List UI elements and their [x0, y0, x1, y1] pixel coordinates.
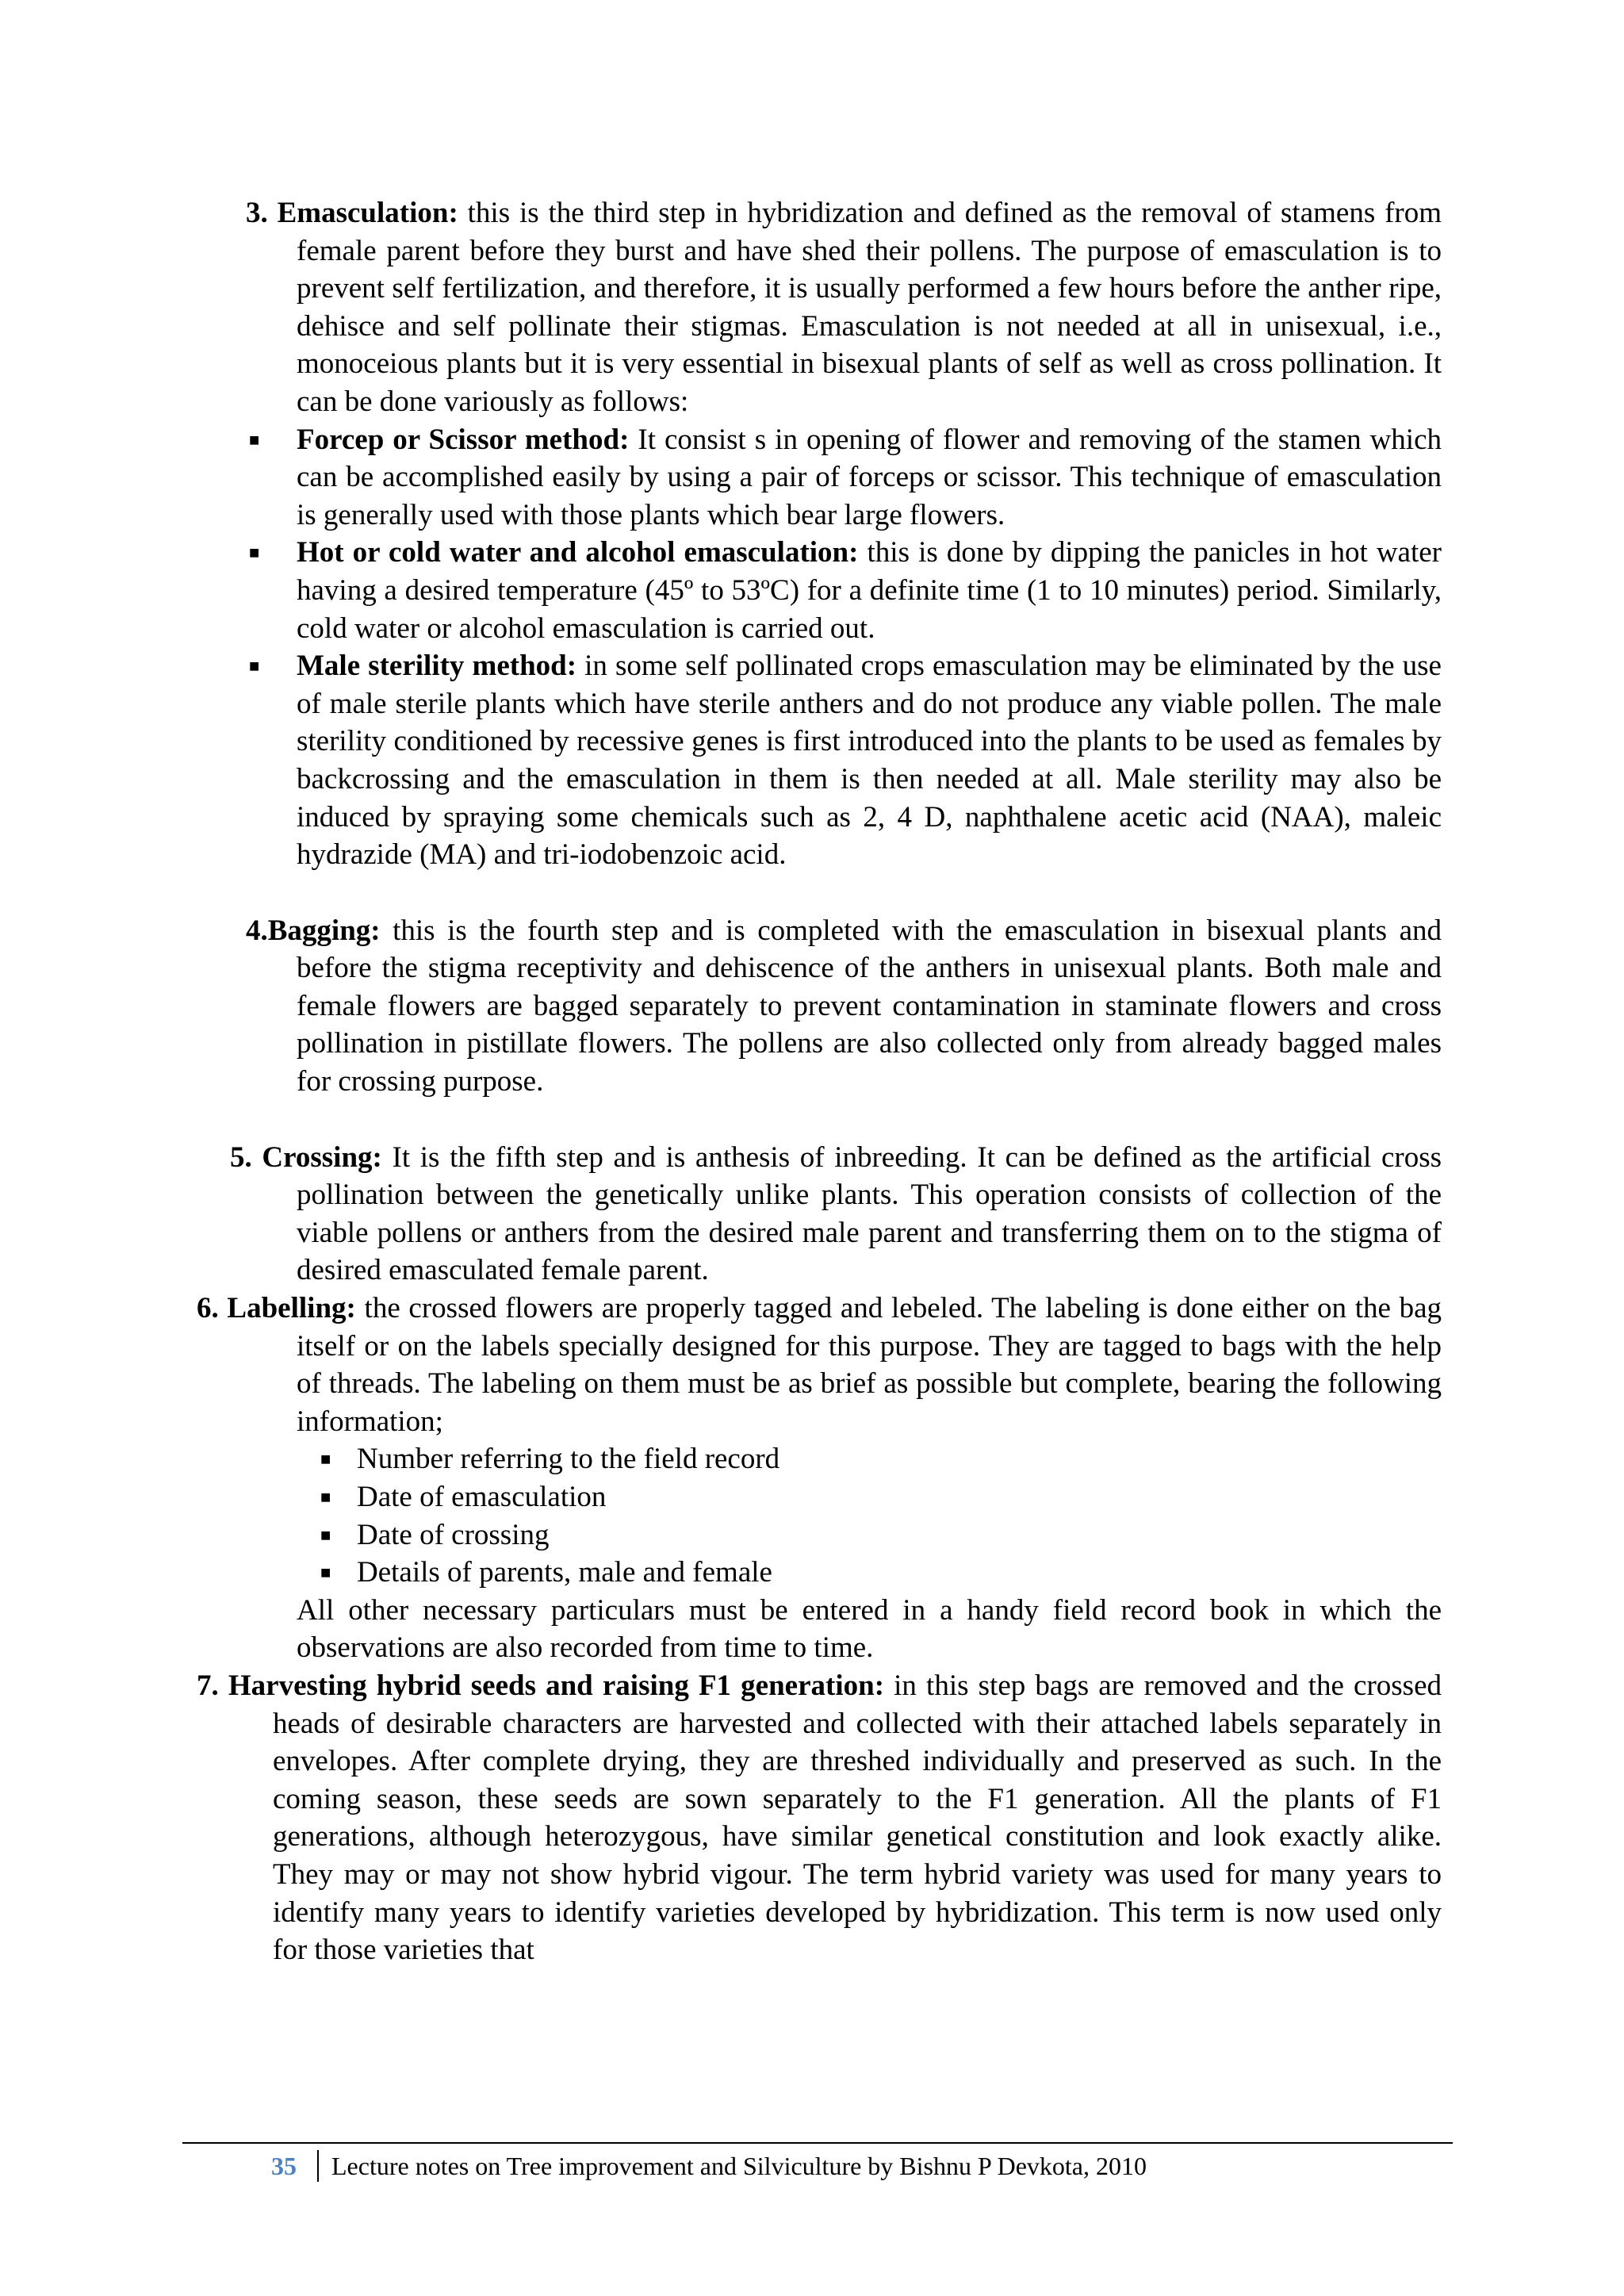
section-heading: 4.Bagging: — [246, 914, 381, 947]
section-bagging — [246, 912, 1442, 1101]
section-heading: 3. Emasculation: — [246, 197, 458, 229]
page-body — [0, 194, 1624, 1969]
square-bullet-icon: ■ — [320, 1487, 331, 1507]
bullet-text: It consist s in opening of flower and removing of the stamen which can be accomplished easily by using a pair of forceps or scissor. This technique of emasculation is generally used with those plants which bear large flowers. — [297, 423, 1442, 531]
section-heading: 7. Harvesting hybrid seeds and raising F1 generation: — [197, 1669, 885, 1702]
page-number: 35 — [271, 2152, 297, 2180]
section-heading: 6. Labelling: — [197, 1292, 356, 1325]
bullet-male-sterility-method — [249, 647, 1442, 874]
section-text: this is the fourth step and is completed with the emasculation in bisexual plants and before the stigma receptivity and dehiscence of the anthers in unisexual plants. Both male and female flowers are bagged separately to prevent contamination in staminate flowers and cross pollination in pistillate flowers. The pollens are also collected only from already bagged males for crossing purpose. — [297, 914, 1442, 1098]
bullet-text: this is done by dipping the panicles in hot water having a desired temperature (45º to 53ºC) for a definite time (1 to 10 minutes) period. Similarly, cold water or alcohol emasculation is carried out. — [297, 536, 1442, 645]
square-bullet-icon: ■ — [320, 1449, 331, 1470]
section-emasculation — [246, 194, 1442, 421]
square-bullet-icon: ■ — [320, 1562, 331, 1583]
section-text: in this step bags are removed and the crossed heads of desirable characters are harvested and collected with their attached labels separately in envelopes. After complete drying, they are threshed individually and preserved as such. In the coming season, these seeds are sown separately to the F1 generation. All the plants of F1 generations, although heterozygous, have similar genetical constitution and look exactly alike. They may or may not show hybrid vigour. The term hybrid variety was used for many years to identify many years to identify varieties developed by hybridization. This term is now used only for those varieties that — [273, 1669, 1442, 1967]
bullet-text: in some self pollinated crops emasculation may be eliminated by the use of male sterile plants which have sterile anthers and do not produce any viable pollen. The male sterility conditioned by recessive genes is first introduced into the plants to be used as females by backcrossing and the emasculation in them is then needed at all. Male sterility may also be induced by spraying some chemicals such as 2, 4 D, naphthalene acetic acid (NAA), maleic hydrazide (MA) and tri-iodobenzoic acid. — [297, 650, 1442, 872]
section-crossing — [230, 1139, 1442, 1290]
square-bullet-icon: ■ — [249, 429, 260, 450]
bullet-water-alcohol-method — [249, 534, 1442, 647]
bullet-heading: Male sterility method: — [297, 650, 577, 683]
section-text: the crossed flowers are properly tagged and lebeled. The labeling is done either on the bag itself or on the labels specially designed for this purpose. They are tagged to bags with the help of threads. The labeling on them must be as brief as possible but complete, bearing the following information; — [297, 1292, 1442, 1438]
footer-rule — [182, 2142, 1453, 2144]
section-text: this is the third step in hybridization and defined as the removal of stamens from female parent before they burst and have shed their pollens. The purpose of emasculation is to prevent self fertilization, and therefore, it is usually performed a few hours before the anther ripe, dehisce and self pollinate their stigmas. Emasculation is not needed at all in unisexual, i.e., monoceious plants but it is very essential in bisexual plants of self as well as cross pollination. It can be done variously as follows: — [297, 197, 1442, 418]
square-bullet-icon: ■ — [320, 1524, 331, 1545]
section-text: It is the fifth step and is anthesis of inbreeding. It can be defined as the artificial cross pollination between the genetically unlike plants. This operation consists of collection of the viable pollens or anthers from the desired male parent and transferring them on to the stigma of desired emasculated female parent. — [297, 1140, 1442, 1287]
square-bullet-icon: ■ — [249, 656, 260, 677]
section-harvesting — [197, 1667, 1442, 1969]
square-bullet-icon: ■ — [249, 542, 260, 563]
footer-separator — [317, 2150, 319, 2182]
section-labelling — [197, 1290, 1442, 1440]
list-item: ■ Number referring to the field record — [357, 1440, 1624, 1478]
footer-text: Lecture notes on Tree improvement and Silviculture by Bishnu P Devkota, 2010 — [331, 2152, 1147, 2180]
list-item: ■ Date of emasculation — [357, 1478, 1624, 1516]
labelling-note: All other necessary particulars must be entered in a handy field record book in which the observations are also recorded from time to time. — [297, 1593, 1442, 1665]
list-item: ■ Details of parents, male and female — [357, 1554, 1624, 1592]
section-heading: 5. Crossing: — [230, 1140, 382, 1174]
bullet-heading: Hot or cold water and alcohol emasculation: — [297, 536, 859, 569]
list-item: ■ Date of crossing — [357, 1516, 1624, 1554]
bullet-forcep-method — [249, 421, 1442, 535]
page-footer — [0, 2147, 1624, 2188]
bullet-heading: Forcep or Scissor method: — [297, 423, 630, 456]
